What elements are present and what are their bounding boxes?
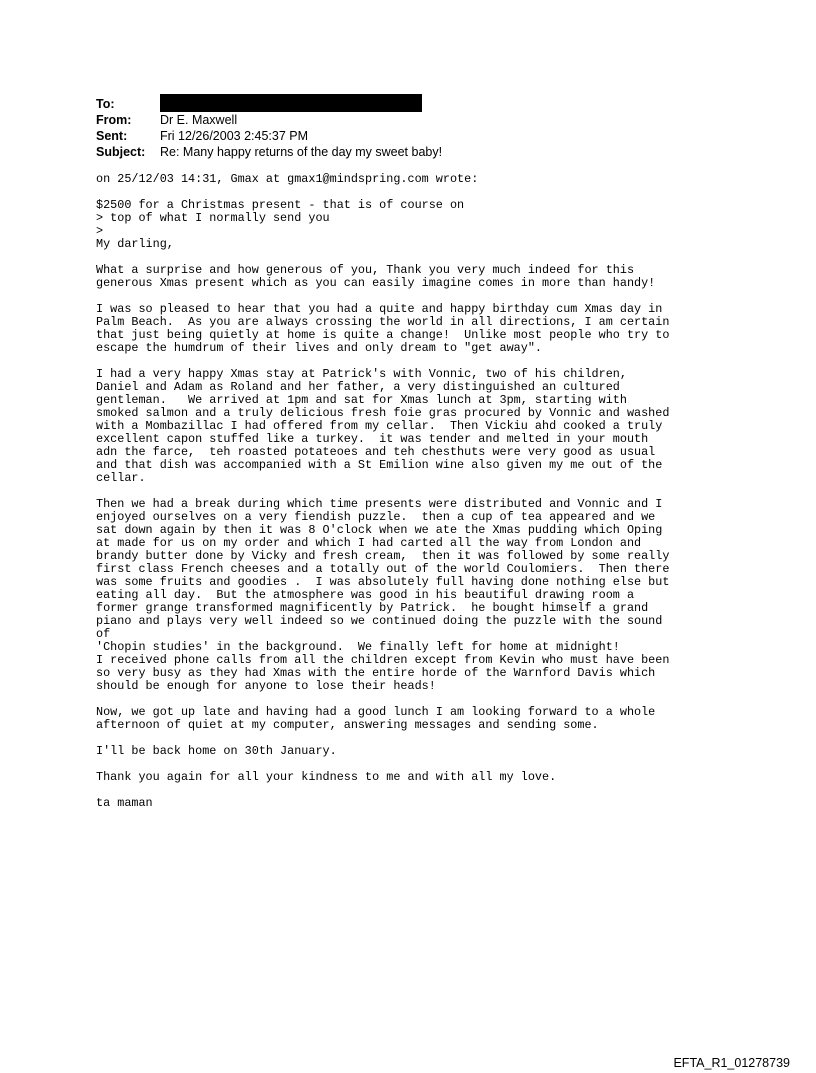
body-line: brandy butter done by Vicky and fresh cream, then it was followed by some really — [96, 549, 670, 563]
body-line: former grange transformed magnificently by Patrick. he bought himself a grand — [96, 601, 649, 615]
body-line: piano and plays very well indeed so we continued doing the puzzle with the sound — [96, 614, 663, 628]
subject-value: Re: Many happy returns of the day my sweet baby! — [160, 145, 443, 159]
body-line: adn the farce, teh roasted potateoes and teh chesthuts were very good as usual — [96, 445, 656, 459]
body-line: of — [96, 627, 111, 641]
body-line: I was so pleased to hear that you had a quite and happy birthday cum Xmas day in — [96, 302, 663, 316]
email-header — [96, 96, 756, 160]
subject-label: Subject: — [96, 145, 146, 159]
intro-line: on 25/12/03 14:31, Gmax at gmax1@mindspring.com wrote: — [96, 172, 479, 186]
body-line: eating all day. But the atmosphere was good in his beautiful drawing room a — [96, 588, 635, 602]
body-line: at made for us on my order and which I had carted all the way from London and — [96, 536, 642, 550]
body-line: so very busy as they had Xmas with the entire horde of the Warnford Davis which — [96, 666, 656, 680]
paragraph-3 — [96, 368, 756, 485]
body-line: smoked salmon and a truly delicious fresh foie gras procured by Vonnic and washed — [96, 406, 670, 420]
body-line: Daniel and Adam as Roland and her father, a very distinguished an cultured — [96, 380, 620, 394]
body-line: gentleman. We arrived at 1pm and sat for Xmas lunch at 3pm, starting with — [96, 393, 627, 407]
body-line: sat down again by then it was 8 O'clock when we ate the Xmas pudding which Oping — [96, 523, 663, 537]
body-line: > top of what I normally send you — [96, 211, 330, 225]
signoff: ta maman — [96, 796, 153, 810]
body-line: first class French cheeses and a totally out of the world Coulomiers. Then there — [96, 562, 670, 576]
body-line: escape the humdrum of their lives and only dream to "get away". — [96, 341, 542, 355]
email-body — [96, 173, 756, 810]
sent-value: Fri 12/26/2003 2:45:37 PM — [160, 129, 309, 143]
body-line: I received phone calls from all the children except from Kevin who must have been — [96, 653, 670, 667]
body-line: excellent capon stuffed like a turkey. it was tender and melted in your mouth — [96, 432, 649, 446]
body-line: Now, we got up late and having had a good lunch I am looking forward to a whole — [96, 705, 656, 719]
body-line: What a surprise and how generous of you, Thank you very much indeed for this — [96, 263, 635, 277]
spacer — [96, 784, 756, 797]
salutation: My darling, — [96, 237, 174, 251]
sent-row — [96, 128, 756, 144]
paragraph-7: Thank you again for all your kindness to me and with all my love. — [96, 770, 557, 784]
subject-row — [96, 144, 756, 160]
body-line: Then we had a break during which time presents were distributed and Vonnic and I — [96, 497, 663, 511]
body-line: Palm Beach. As you are always crossing the world in all directions, I am certain — [96, 315, 670, 329]
from-row — [96, 112, 756, 128]
body-line: and that dish was accompanied with a St Emilion wine also given my me out of the — [96, 458, 663, 472]
to-row — [96, 96, 756, 112]
body-line: cellar. — [96, 471, 146, 485]
to-label: To: — [96, 97, 115, 111]
body-line: was some fruits and goodies . I was absolutely full having done nothing else but — [96, 575, 670, 589]
body-line: with a Mombazillac I had offered from my cellar. Then Vickiu ahd cooked a truly — [96, 419, 663, 433]
body-line: afternoon of quiet at my computer, answering messages and sending some. — [96, 718, 599, 732]
body-line: > — [96, 224, 104, 238]
body-line: I had a very happy Xmas stay at Patrick's with Vonnic, two of his children, — [96, 367, 627, 381]
from-value: Dr E. Maxwell — [160, 113, 238, 127]
paragraph-2 — [96, 303, 756, 355]
body-line: that just being quietly at home is quite a change! Unlike most people who try to — [96, 328, 670, 342]
body-line: 'Chopin studies' in the background. We finally left for home at midnight! — [96, 640, 620, 654]
paragraph-4 — [96, 498, 756, 693]
body-line: enjoyed ourselves on a very fiendish puzzle. then a cup of tea appeared and we — [96, 510, 656, 524]
body-line: generous Xmas present which as you can easily imagine comes in more than handy! — [96, 276, 656, 290]
body-line: $2500 for a Christmas present - that is of course on — [96, 198, 465, 212]
redaction-bar — [160, 94, 422, 112]
paragraph-1 — [96, 264, 756, 290]
body-line: should be enough for anyone to lose their heads! — [96, 679, 436, 693]
from-label: From: — [96, 113, 132, 127]
paragraph-5 — [96, 706, 756, 732]
paragraph-6: I'll be back home on 30th January. — [96, 744, 337, 758]
bates-number: EFTA_R1_01278739 — [673, 1056, 790, 1070]
quote-block — [96, 199, 756, 251]
sent-label: Sent: — [96, 129, 128, 143]
